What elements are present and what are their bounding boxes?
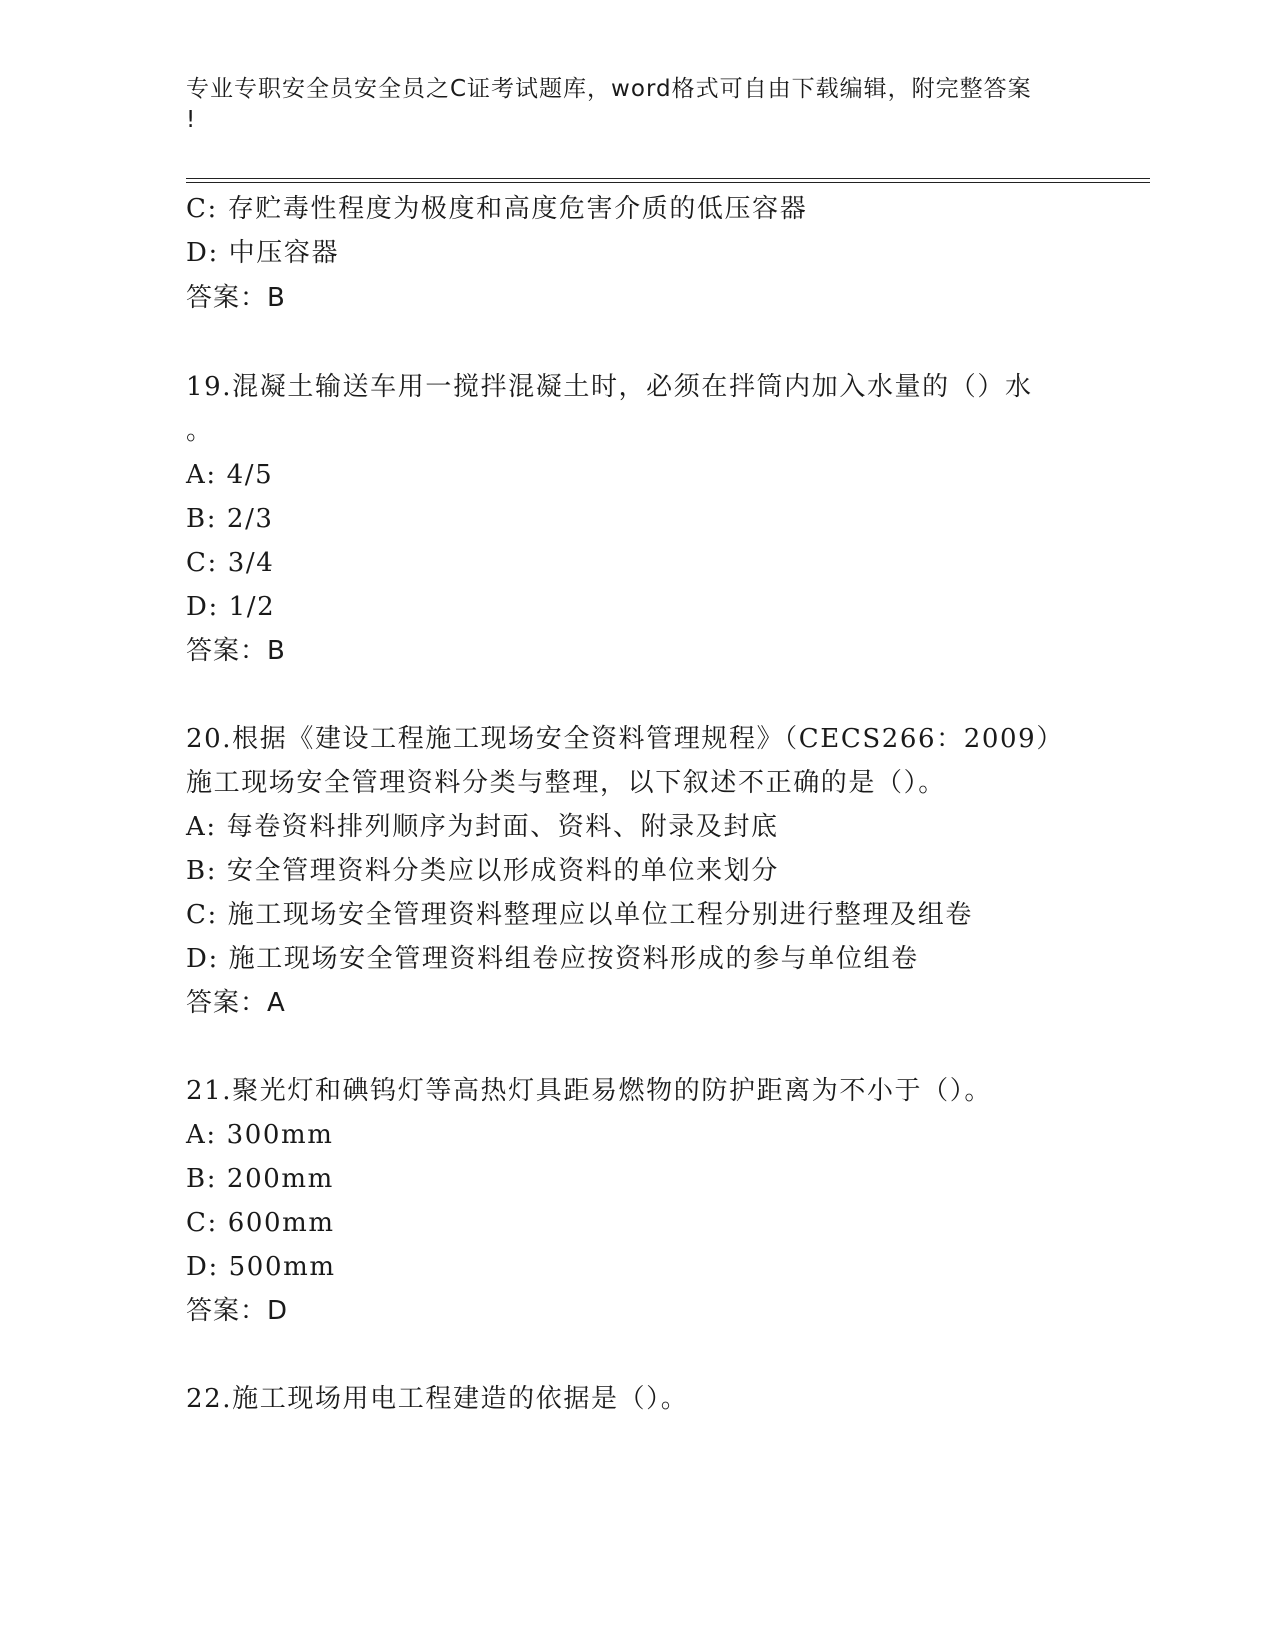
q19-answer: 答案：B <box>186 636 286 666</box>
header-rule-top <box>186 178 1150 179</box>
document-header <box>186 74 1086 136</box>
header-title-line2: ! <box>186 107 197 133</box>
q19-option-d: D: 1/2 <box>186 592 276 622</box>
q21-answer: 答案：D <box>186 1296 289 1326</box>
q19-option-c: C: 3/4 <box>186 548 275 578</box>
q20-answer: 答案：A <box>186 988 286 1018</box>
q19-stem-line2: 。 <box>186 416 214 446</box>
q19-option-b: B: 2/3 <box>186 504 274 534</box>
q20-option-b: B: 安全管理资料分类应以形成资料的单位来划分 <box>186 856 779 886</box>
q21-option-a: A: 300mm <box>186 1120 334 1150</box>
q19-option-a: A: 4/5 <box>186 460 274 490</box>
q20-stem-line2: 施工现场安全管理资料分类与整理，以下叙述不正确的是（）。 <box>186 768 946 798</box>
q21-option-b: B: 200mm <box>186 1164 334 1194</box>
q20-option-a: A: 每卷资料排列顺序为封面、资料、附录及封底 <box>186 812 779 842</box>
q21-option-c: C: 600mm <box>186 1208 335 1238</box>
q20-option-c: C: 施工现场安全管理资料整理应以单位工程分别进行整理及组卷 <box>186 900 973 930</box>
q22-stem-line1: 22.施工现场用电工程建造的依据是（）。 <box>186 1384 689 1414</box>
q20-option-d: D: 施工现场安全管理资料组卷应按资料形成的参与单位组卷 <box>186 944 919 974</box>
q19-stem-line1: 19.混凝土输送车用一搅拌混凝土时，必须在拌筒内加入水量的（）水 <box>186 372 1033 402</box>
header-rule-bottom <box>186 182 1150 183</box>
q18-option-c: C: 存贮毒性程度为极度和高度危害介质的低压容器 <box>186 194 808 224</box>
header-title-line1: 专业专职安全员安全员之C证考试题库，word格式可自由下载编辑，附完整答案 <box>186 76 1032 102</box>
q18-answer: 答案：B <box>186 283 286 313</box>
q20-stem-line1: 20.根据《建设工程施工现场安全资料管理规程》（CECS266：2009） <box>186 724 1064 754</box>
q21-option-d: D: 500mm <box>186 1252 336 1282</box>
q18-option-d: D: 中压容器 <box>186 238 340 268</box>
q21-stem-line1: 21.聚光灯和碘钨灯等高热灯具距易燃物的防护距离为不小于（）。 <box>186 1076 992 1106</box>
